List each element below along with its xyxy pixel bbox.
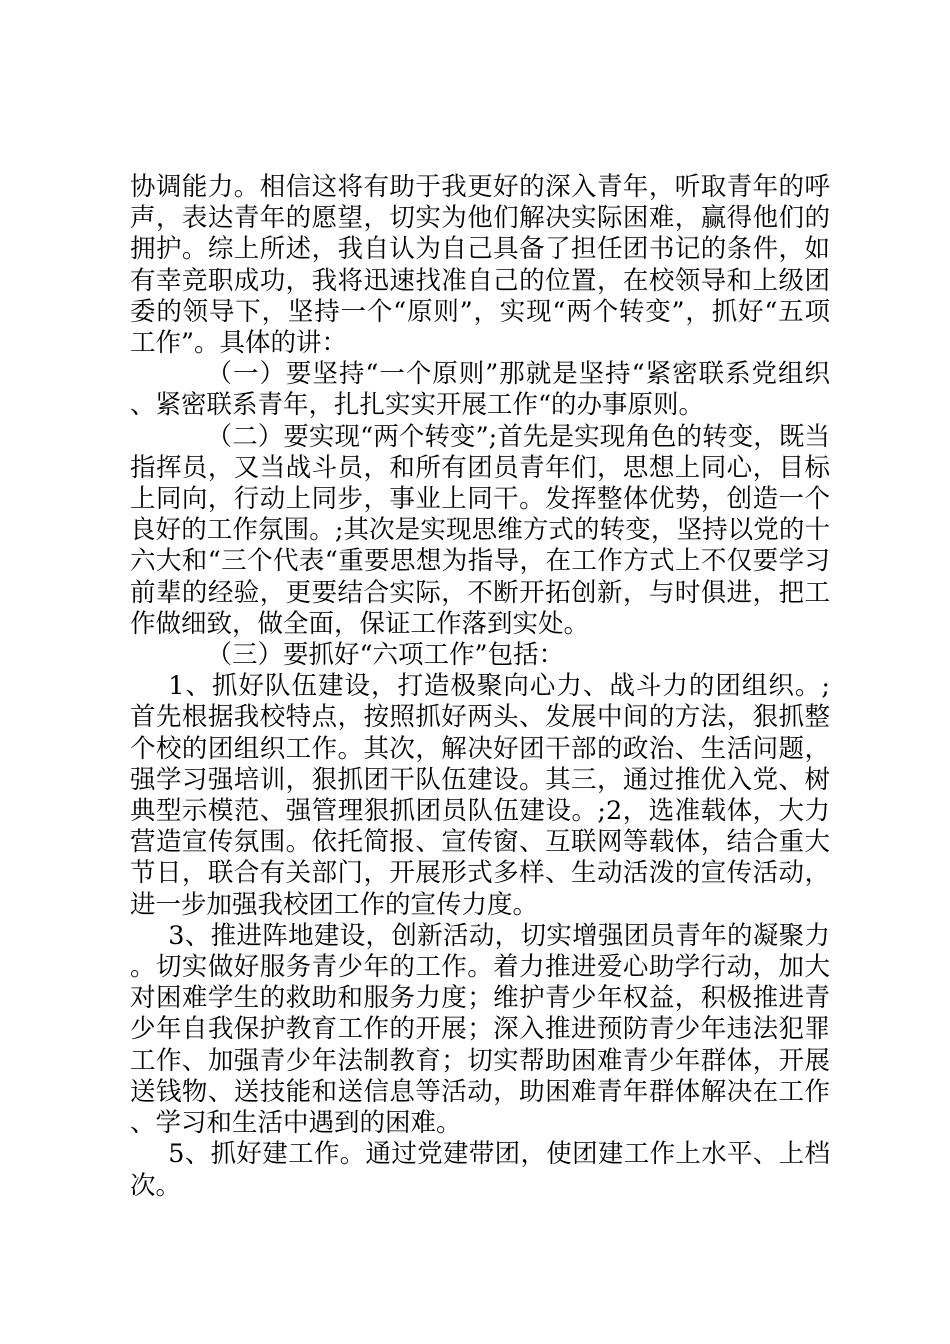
paragraph-six-tasks-heading: （三）要抓好“六项工作”包括： [206,640,565,671]
paragraph-task-3: 3、推进阵地建设，创新活动，切实增强团员青年的凝聚力。切实做好服务青少年的工作。着力推进爱心助学行动，加大对困难学生的救助和服务力度；维护青少年权益，积极推进青少年自我保护教育工作的开展；深入推进预防青少年违法犯罪工作、加强青少年法制教育；切实帮助困难青少年群体，开展送钱物、送技能和送信息等活动，助困难青年群体解决在工作、学习和生活中遇到的困难。 [130,920,830,1139]
paragraph-intro: 协调能力。相信这将有助于我更好的深入青年，听取青年的呼声，表达青年的愿望，切实为他们解决实际困难，赢得他们的拥护。综上所述，我自认为自己具备了担任团书记的条件，如有幸竞职成功，我将迅速找准自己的位置，在校领导和上级团委的领导下，坚持一个“原则”，实现“两个转变”，抓好“五项工作”。具体的讲： [130,172,830,359]
paragraph-transformations: （二）要实现“两个转变”;首先是实现角色的转变，既当指挥员，又当战斗员，和所有团员青年们，思想上同心，目标上同向，行动上同步，事业上同干。发挥整体优势，创造一个良好的工作氛围。;其次是实现思维方式的转变，坚持以党的十六大和“三个代表“重要思想为指导，在工作方式上不仅要学习前辈的经验，更要结合实际，不断开拓创新，与时俱进，把工作做细致，做全面，保证工作落到实处。 [130,421,830,639]
document-body [130,172,830,1202]
paragraph-task-5: 5、抓好建工作。通过党建带团，使团建工作上水平、上档次。 [130,1139,830,1201]
paragraph-principle: （一）要坚持“一个原则”那就是坚持“紧密联系党组织、紧密联系青年，扎扎实实开展工作“的办事原则。 [130,359,830,421]
paragraph-task-1: 1、抓好队伍建设，打造极聚向心力、战斗力的团组织。;首先根据我校特点，按照抓好两头、发展中间的方法，狠抓整个校的团组织工作。其次，解决好团干部的政治、生活问题，强学习强培训，狠抓团干队伍建设。其三，通过推优入党、树典型示模范、强管理狠抓团员队伍建设。;2，选准载体，大力营造宣传氛围。依托简报、宣传窗、互联网等载体，结合重大节日，联合有关部门，开展形式多样、生动活泼的宣传活动，进一步加强我校团工作的宣传力度。 [130,671,830,920]
